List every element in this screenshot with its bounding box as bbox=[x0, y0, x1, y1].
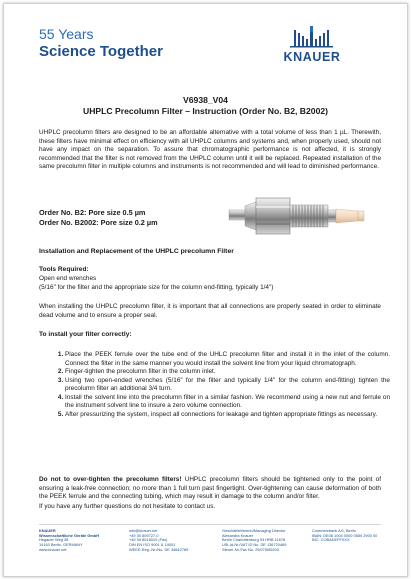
footer-bic: BIC: COBADEFFXXX bbox=[312, 537, 350, 543]
footer-address-street: Hegauer Weg 38 bbox=[39, 537, 69, 543]
footer-fax: +49 30 8015010 (Fax) bbox=[129, 537, 168, 543]
footer-iso: DIN EN ISO 9001 & 14001 bbox=[129, 542, 176, 548]
warning-paragraph bbox=[39, 476, 381, 502]
footer-register: Berlin Charlottenburg 93 HRB 11678 bbox=[222, 537, 286, 543]
warning-bold: Do not to over-tighten the precolumn filters! bbox=[39, 476, 182, 483]
slogan-line-2: Science Together bbox=[39, 43, 163, 60]
footer-divider bbox=[39, 524, 381, 525]
footer-contact bbox=[129, 529, 188, 553]
install-step-1: 1. Place the PEEK ferrule over the tube end of the UHLC precolumn filter and install it in the inlet of the column. Connect the filter in the same manner you would install the solvent line from your liquid chromatograph. bbox=[65, 351, 390, 368]
slogan-line-1: 55 Years bbox=[39, 26, 94, 42]
logo-wordmark: KNAUER bbox=[283, 50, 341, 64]
footer-vat: USt-Id-Nr./VAT ID No. DE 136720469 bbox=[222, 542, 287, 548]
footer-management bbox=[222, 529, 286, 553]
footer-md-name: Alexandra Knauer bbox=[222, 532, 254, 538]
document-title: UHPLC Precolumn Filter – Instruction (Order No. B2, B2002) bbox=[83, 106, 328, 116]
section-heading: Installation and Replacement of the UHPLC precolumn Filter bbox=[39, 248, 234, 255]
footer-phone: +49 30 809727-0 bbox=[129, 532, 159, 538]
footer-iban: IBAN: DE08 1004 0000 0650 2900 00 bbox=[312, 532, 378, 538]
document-code: V6938_V04 bbox=[183, 95, 228, 105]
install-note: When installing the UHPLC precolumn filter, it is important that all connections are properly seated in order to eliminate dead volume and to ensure a proper seal. bbox=[39, 303, 381, 319]
tools-heading: Tools Required: bbox=[39, 266, 89, 273]
knauer-logo bbox=[262, 26, 362, 68]
install-step-5: 5. After pressurizing the system, inspect all connections for leakage and tighten appropriate fittings as necessary. bbox=[65, 411, 390, 420]
order-b2: Order No. B2: Pore size 0.5 µm bbox=[39, 208, 146, 217]
footer-bank bbox=[312, 529, 377, 543]
tools-line-1: Open end wrenches bbox=[39, 275, 97, 282]
footer-bank-name: Commerzbank AG, Berlin bbox=[312, 528, 356, 533]
warning-text: UHPLC precolumn filters should be tightened only to the point of ensuring a leak-free connection; no more than 1 full turn past fingertight. Over-tightening can cause deformation of both the PEEK ferrule and the connecting tubing, which may result in damage to the column and/or filter. bbox=[39, 476, 381, 500]
tools-line-2: (5/16" for the filter and the appropriate size for the column end-fitting, typically 1/4") bbox=[39, 284, 274, 291]
footer-website: www.knauer.net bbox=[39, 546, 67, 552]
install-step-2: 2. Finger-tighten the precolumn filter in the column inlet. bbox=[65, 368, 390, 377]
footer-address-city: 14163 Berlin, GERMANY bbox=[39, 542, 83, 548]
footer-company-subtitle: Wissenschaftliche Geräte GmbH bbox=[39, 532, 100, 538]
footer-company bbox=[39, 529, 99, 553]
footer-company-name: KNAUER bbox=[39, 528, 56, 533]
install-heading: To install your filter correctly: bbox=[39, 331, 132, 338]
intro-paragraph: UHPLC precolumn filters are designed to be an affordable alternative with a total volume of less than 1 µL. Therewith, these filters have minimal effect on efficiency with all UHPLC columns and systems and, when properly used, should not have any impact on the separation. To assure that chromatographic performance is not affected, it is strongly recommended that the filter is not removed from the UHPLC column until it will be replaced. Repeated installation of the same precolumn filter in multiple columns and instruments is not recommended and will lead to diminished performance. bbox=[39, 129, 381, 170]
footer-email: info@knauer.net bbox=[129, 528, 158, 533]
footer-weee: WEEE-Reg.-Nr./No. DE 34642789 bbox=[129, 546, 189, 552]
order-b2002: Order No. B2002: Pore size 0.2 µm bbox=[39, 218, 158, 227]
knauer-logo-icon bbox=[262, 26, 362, 50]
install-step-4: 4. Install the solvent line into the precolumn filter in a similar fashion. We recommend using a new nut and ferrule on the instrument solvent line to insure a zero volume connection. bbox=[65, 394, 390, 411]
install-step-3: 3. Using two open-ended wrenches (5/16" for the filter and typically 1/4" for the column end-fitting) tighten the precolumn filter an additional 3/4 turn. bbox=[65, 377, 390, 394]
precolumn-filter-image bbox=[226, 192, 376, 240]
footer-md-label: Geschäftsführerin/Managing Director bbox=[222, 528, 286, 533]
install-steps bbox=[56, 351, 390, 419]
footer-tax: Steuer-Nr./Tax No. 29/075/65200 bbox=[222, 546, 279, 552]
closing-line: If you have any further questions do not hesitate to contact us. bbox=[39, 503, 216, 510]
